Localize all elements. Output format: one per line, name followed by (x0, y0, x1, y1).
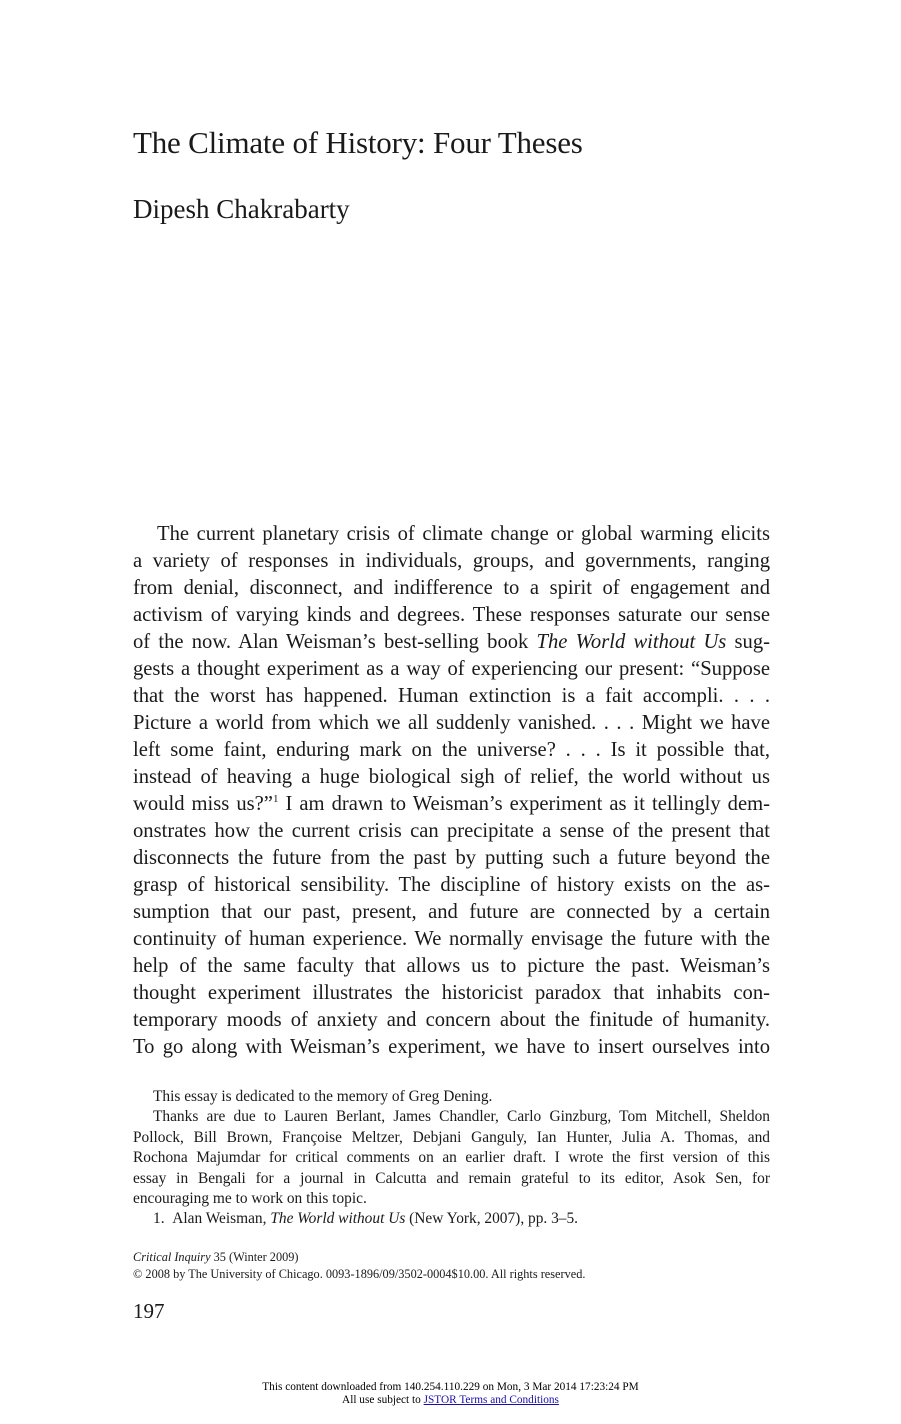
body-line-text: would miss us?” (133, 793, 273, 815)
body-line: from denial, disconnect, and indifference to a spirit of engagement and (133, 577, 770, 599)
page-number: 197 (133, 1299, 165, 1323)
body-line: left some faint, enduring mark on the universe? . . . Is it possible that, (133, 739, 770, 761)
acknowledgements-line: Rochona Majumdar for critical comments on an earlier draft. I wrote the first version of this (133, 1149, 770, 1167)
download-notice (0, 1381, 901, 1407)
body-line: gests a thought experiment as a way of experiencing our present: “Suppose (133, 658, 770, 680)
article-title: The Climate of History: Four Theses (133, 125, 583, 160)
dedication-note: This essay is dedicated to the memory of Greg Dening. (153, 1088, 493, 1105)
journal-info (133, 1249, 585, 1283)
journal-issue (133, 1249, 585, 1266)
journal-name: Critical Inquiry (133, 1250, 211, 1264)
footnote-author: Alan Weisman, (172, 1210, 271, 1228)
body-line: onstrates how the current crisis can precipitate a sense of the present that (133, 820, 770, 842)
body-line: The current planetary crisis of climate change or global warming elicits (157, 523, 770, 545)
footnote-number: 1. (153, 1210, 165, 1228)
body-line: a variety of responses in individuals, groups, and governments, ranging (133, 550, 770, 572)
body-line: grasp of historical sensibility. The discipline of history exists on the as- (133, 874, 770, 896)
acknowledgements-line: Thanks are due to Lauren Berlant, James Chandler, Carlo Ginzburg, Tom Mitchell, Sheldon (153, 1108, 770, 1126)
acknowledgements-line: Pollock, Bill Brown, Françoise Meltzer, Debjani Ganguly, Ian Hunter, Julia A. Thomas, and (133, 1128, 770, 1146)
journal-volume: 35 (Winter 2009) (210, 1250, 299, 1264)
body-line: instead of heaving a huge biological sigh of relief, the world without us (133, 766, 770, 788)
body-line: help of the same faculty that allows us to picture the past. Weisman’s (133, 955, 770, 977)
body-line (133, 629, 770, 656)
body-paragraph (133, 521, 770, 1061)
body-line-text: I am drawn to Weisman’s experiment as it tellingly dem- (278, 793, 770, 815)
body-line: To go along with Weisman’s experiment, we have to insert ourselves into (133, 1036, 770, 1058)
download-info: This content downloaded from 140.254.110.229 on Mon, 3 Mar 2014 17:23:24 PM (262, 1381, 639, 1393)
acknowledgements-line: essay in Bengali for a journal in Calcutta and remain grateful to its editor, Asok Sen, for (133, 1169, 770, 1187)
article-author: Dipesh Chakrabarty (133, 194, 350, 224)
body-line-text: sug- (726, 631, 770, 653)
body-line: sumption that our past, present, and future are connected by a certain (133, 901, 770, 923)
copyright-notice: © 2008 by The University of Chicago. 0093-1896/09/3502-0004$10.00. All rights reserved. (133, 1267, 586, 1281)
body-line: activism of varying kinds and degrees. These responses saturate our sense (133, 604, 770, 626)
body-line: Picture a world from which we all suddenly vanished. . . . Might we have (133, 712, 770, 734)
terms-line (0, 1394, 901, 1407)
terms-prefix: All use subject to (342, 1394, 424, 1406)
body-line (133, 791, 770, 818)
footnotes (133, 1087, 770, 1230)
footnote-book-title: The World without Us (270, 1210, 406, 1228)
footnote-1 (133, 1209, 770, 1229)
acknowledgements-line: encouraging me to work on this topic. (133, 1189, 367, 1207)
body-line: disconnects the future from the past by putting such a future beyond the (133, 847, 770, 869)
jstor-terms-link[interactable]: JSTOR Terms and Conditions (423, 1394, 559, 1406)
body-line: thought experiment illustrates the historicist paradox that inhabits con- (133, 982, 770, 1004)
body-line: that the worst has happened. Human extinction is a fait accompli. . . . (133, 685, 770, 707)
book-title: The World without Us (536, 631, 727, 653)
body-line-text: of the now. Alan Weisman’s best-selling book (133, 631, 537, 653)
body-line: temporary moods of anxiety and concern about the finitude of humanity. (133, 1009, 770, 1031)
footnote-reference[interactable]: 1 (272, 793, 279, 805)
body-line: continuity of human experience. We normally envisage the future with the (133, 928, 770, 950)
footnote-citation: (New York, 2007), pp. 3–5. (405, 1210, 579, 1228)
